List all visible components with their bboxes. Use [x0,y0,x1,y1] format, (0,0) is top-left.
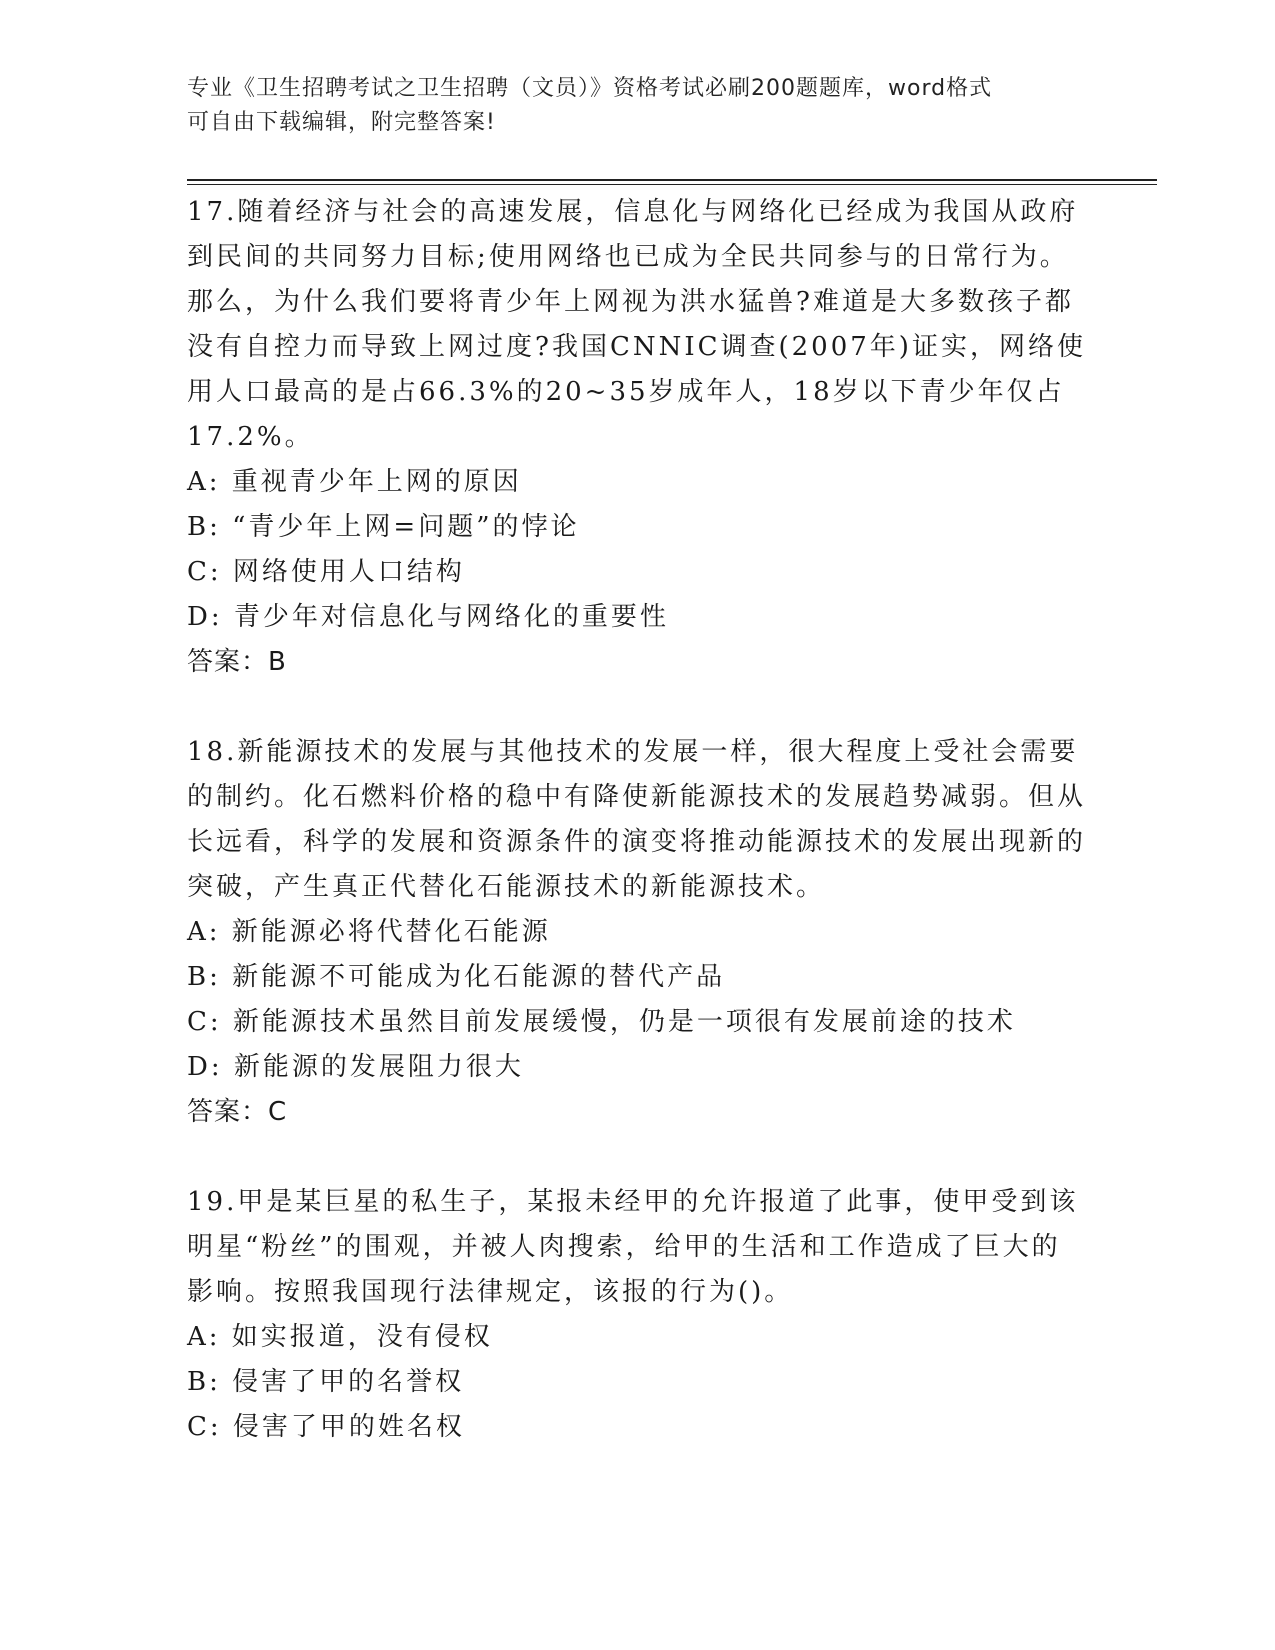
question-18 [187,730,1087,1135]
question-text: 17.随着经济与社会的高速发展，信息化与网络化已经成为我国从政府到民间的共同努力目标;使用网络也已成为全民共同参与的日常行为。那么，为什么我们要将青少年上网视为洪水猛兽?难道是大多数孩子都没有自控力而导致上网过度?我国CNNIC调查(2007年)证实，网络使用人口最高的是占66.3%的20~35岁成年人，18岁以下青少年仅占17.2%。 [187,197,1086,452]
header-divider-thick [187,179,1157,181]
question-19 [187,1180,1087,1450]
header-line-2: 可自由下载编辑，附完整答案! [187,110,496,135]
header-line-1: 专业《卫生招聘考试之卫生招聘（文员）》资格考试必刷200题题库，word格式 [187,76,993,101]
answer-label: 答案：C [187,1097,288,1127]
option-c: C: 新能源技术虽然目前发展缓慢，仍是一项很有发展前途的技术 [187,1007,1016,1037]
answer-label: 答案：B [187,647,287,677]
option-c: C: 网络使用人口结构 [187,557,465,587]
option-a: A: 新能源必将代替化石能源 [187,917,551,947]
option-d: D: 青少年对信息化与网络化的重要性 [187,602,669,632]
option-c: C: 侵害了甲的姓名权 [187,1412,465,1442]
question-text: 19.甲是某巨星的私生子，某报未经甲的允许报道了此事，使甲受到该明星“粉丝”的围观，并被人肉搜索，给甲的生活和工作造成了巨大的影响。按照我国现行法律规定，该报的行为()。 [187,1187,1079,1307]
option-a: A: 重视青少年上网的原因 [187,467,522,497]
question-17 [187,190,1087,685]
option-b: B: 侵害了甲的名誉权 [187,1367,465,1397]
option-b: B: “青少年上网=问题”的悖论 [187,512,580,542]
header-divider-thin [187,184,1157,185]
option-a: A: 如实报道，没有侵权 [187,1322,493,1352]
document-header [187,72,1087,140]
option-d: D: 新能源的发展阻力很大 [187,1052,524,1082]
question-text: 18.新能源技术的发展与其他技术的发展一样，很大程度上受社会需要的制约。化石燃料价格的稳中有降使新能源技术的发展趋势减弱。但从长远看，科学的发展和资源条件的演变将推动能源技术的发展出现新的突破，产生真正代替化石能源技术的新能源技术。 [187,737,1087,902]
question-list [187,190,1087,1450]
option-b: B: 新能源不可能成为化石能源的替代产品 [187,962,726,992]
